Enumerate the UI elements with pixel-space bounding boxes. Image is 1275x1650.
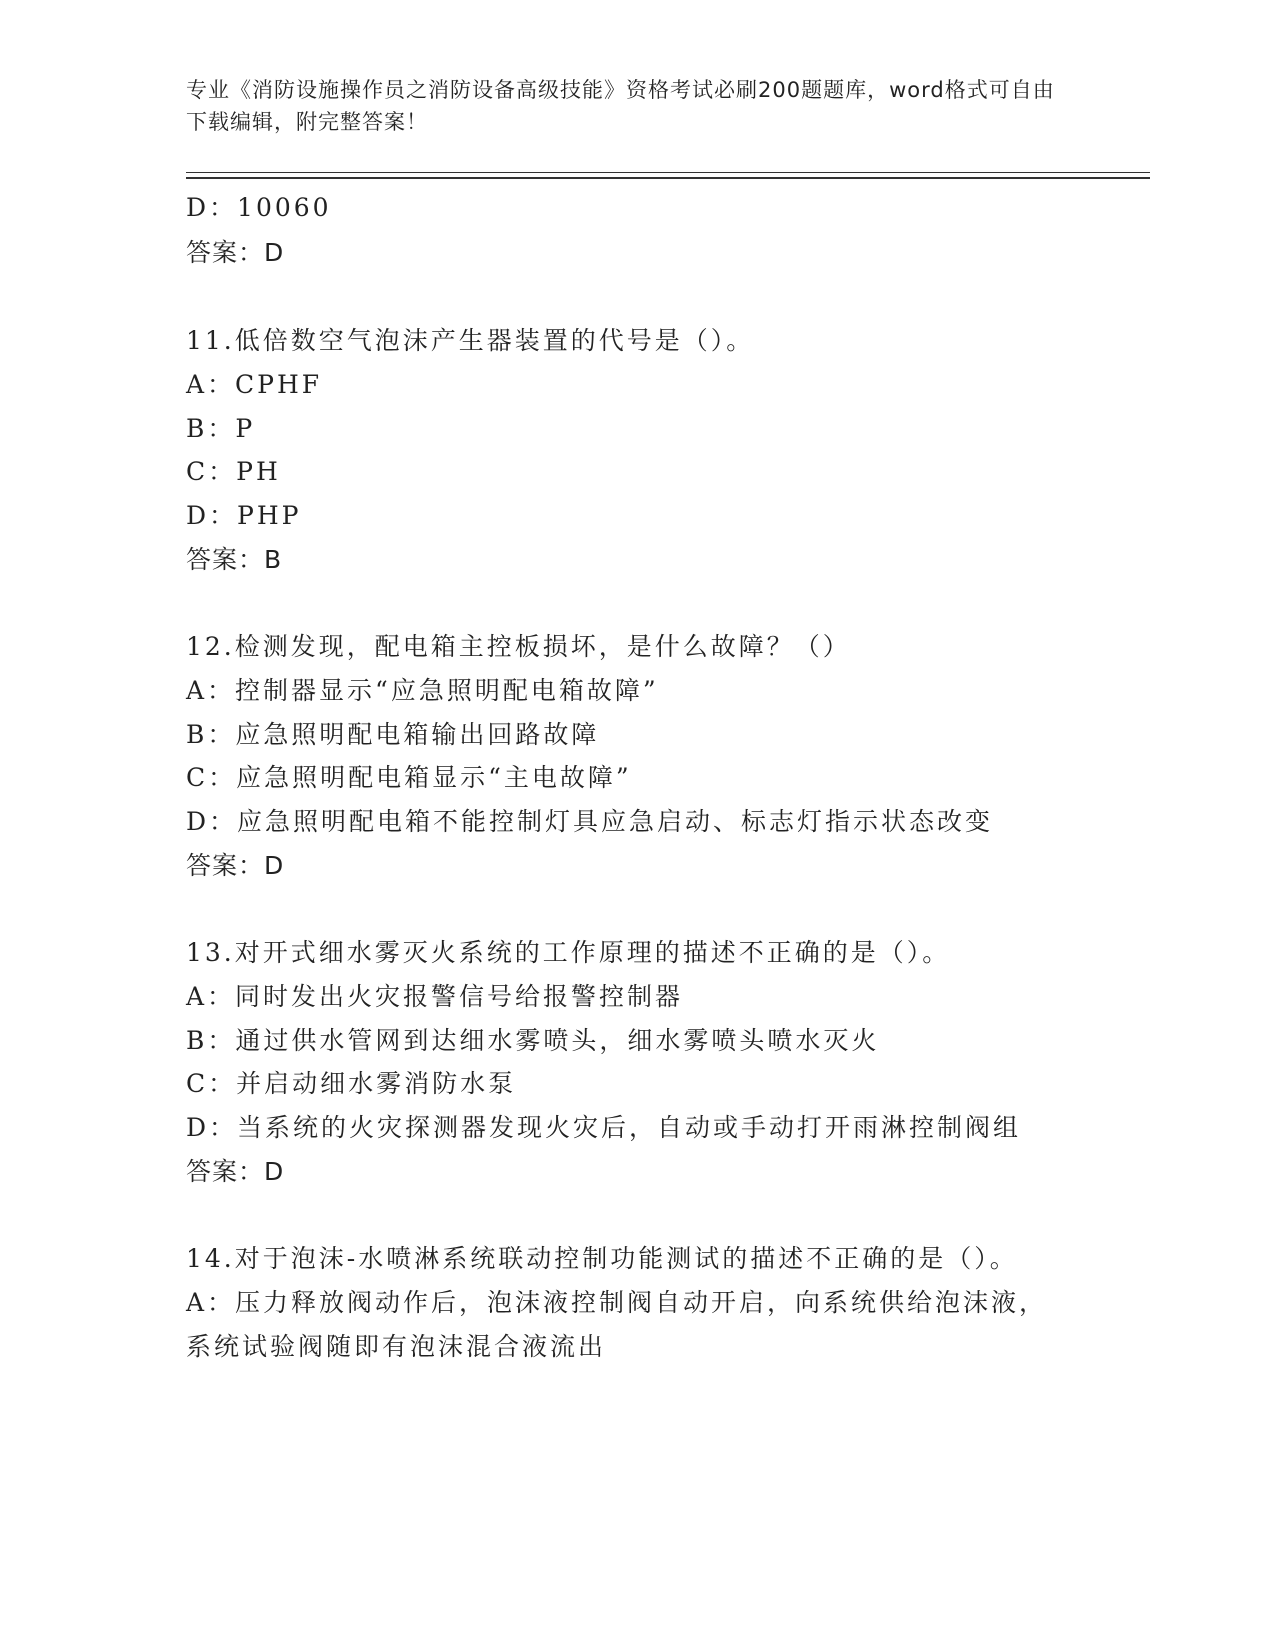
prev-option-d: D：10060 <box>186 193 332 222</box>
question-13-option-b: B：通过供水管网到达细水雾喷头，细水雾喷头喷水灭火 <box>186 1026 880 1055</box>
header-divider-thin <box>186 172 1150 173</box>
question-13-option-a: A：同时发出火灾报警信号给报警控制器 <box>186 982 684 1011</box>
document-header: 专业《消防设施操作员之消防设备高级技能》资格考试必刷200题题库，word格式可自由下载编辑，附完整答案！ <box>186 78 1055 134</box>
question-14-option-a: A：压力释放阀动作后，泡沫液控制阀自动开启，向系统供给泡沫液， <box>186 1288 1048 1317</box>
question-14-option-a-continued: 系统试验阀随即有泡沫混合液流出 <box>186 1332 607 1361</box>
question-13-stem: 13.对开式细水雾灭火系统的工作原理的描述不正确的是（）。 <box>186 938 951 967</box>
question-11-option-c: C：PH <box>186 457 281 486</box>
question-11-answer: 答案：B <box>186 545 283 574</box>
question-12-stem: 12.检测发现，配电箱主控板损坏，是什么故障？（） <box>186 632 851 661</box>
header-divider-thick <box>186 177 1150 179</box>
question-13-option-c: C：并启动细水雾消防水泵 <box>186 1069 517 1098</box>
question-12-option-b: B：应急照明配电箱输出回路故障 <box>186 720 600 749</box>
question-13-option-d: D：当系统的火灾探测器发现火灾后，自动或手动打开雨淋控制阀组 <box>186 1113 1022 1142</box>
prev-answer: 答案：D <box>186 238 285 267</box>
question-11-option-b: B：P <box>186 414 256 443</box>
question-11-stem: 11.低倍数空气泡沫产生器装置的代号是（）。 <box>186 326 755 355</box>
question-13-answer: 答案：D <box>186 1157 285 1186</box>
question-11-option-d: D：PHP <box>186 501 302 530</box>
question-12-answer: 答案：D <box>186 851 285 880</box>
question-11-option-a: A：CPHF <box>186 370 323 399</box>
question-14-stem: 14.对于泡沫-水喷淋系统联动控制功能测试的描述不正确的是（）。 <box>186 1244 1018 1273</box>
question-12-option-d: D：应急照明配电箱不能控制灯具应急启动、标志灯指示状态改变 <box>186 807 994 836</box>
question-12-option-c: C：应急照明配电箱显示“主电故障” <box>186 763 632 792</box>
question-12-option-a: A：控制器显示“应急照明配电箱故障” <box>186 676 659 705</box>
